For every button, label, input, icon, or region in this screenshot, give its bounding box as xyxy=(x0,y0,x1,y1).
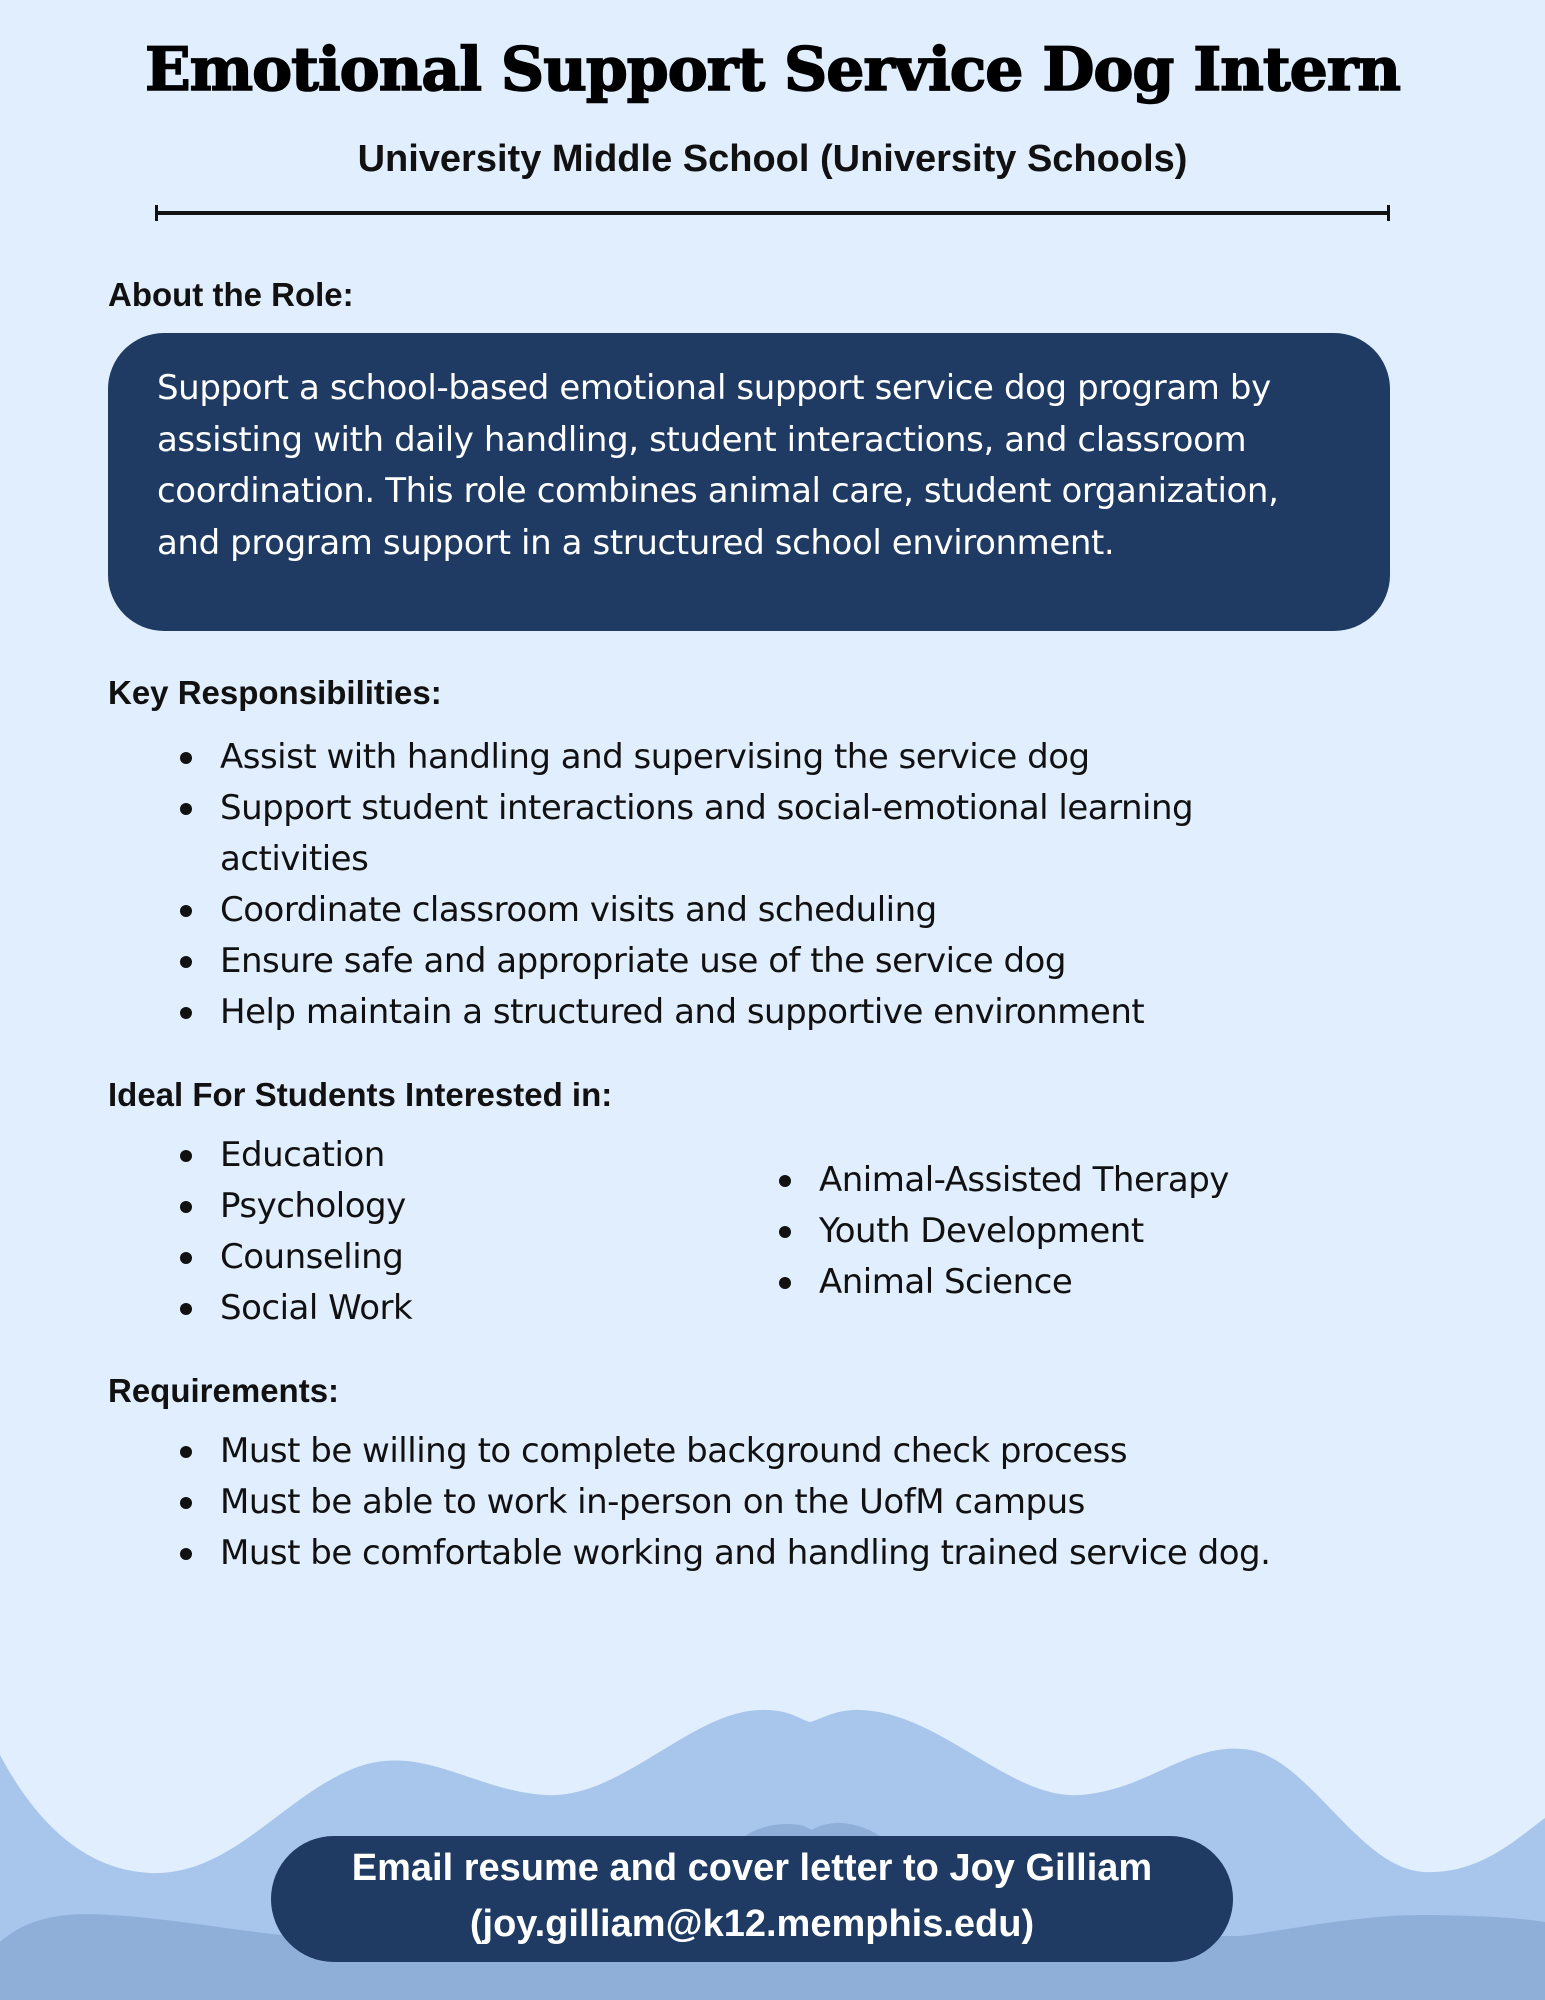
bullet-icon xyxy=(180,905,192,917)
contact-banner xyxy=(271,1836,1233,1962)
list-item: Ensure safe and appropriate use of the service dog xyxy=(108,936,1408,987)
list-item: Social Work xyxy=(108,1283,708,1334)
bullet-icon xyxy=(180,1007,192,1019)
responsibilities-list xyxy=(108,732,1408,1038)
list-item: Animal Science xyxy=(708,1257,1408,1308)
ideal-for-list-column-1 xyxy=(108,1130,708,1334)
bullet-icon xyxy=(779,1226,791,1238)
list-item: Must be willing to complete background check process xyxy=(108,1426,1438,1477)
list-item: Psychology xyxy=(108,1181,708,1232)
bullet-icon xyxy=(180,1446,192,1458)
bullet-icon xyxy=(180,1150,192,1162)
requirements-list xyxy=(108,1426,1438,1579)
bullet-icon xyxy=(779,1277,791,1289)
about-role-box xyxy=(108,333,1390,631)
responsibilities-heading: Key Responsibilities: xyxy=(108,674,442,711)
bullet-icon xyxy=(180,1548,192,1560)
about-heading: About the Role: xyxy=(108,276,354,313)
list-item: Must be able to work in-person on the UofM campus xyxy=(108,1477,1438,1528)
about-role-text: Support a school-based emotional support service dog program by assisting with daily handling, student interactions, and classroom coordination. This role combines animal care, student organization, and program support in a structured school environment. xyxy=(157,368,1279,563)
list-item: Assist with handling and supervising the service dog xyxy=(108,732,1408,783)
list-item: Help maintain a structured and supportive environment xyxy=(108,987,1408,1038)
bullet-icon xyxy=(180,1201,192,1213)
bullet-icon xyxy=(180,1497,192,1509)
ideal-for-heading: Ideal For Students Interested in: xyxy=(108,1076,613,1113)
bullet-icon xyxy=(180,752,192,764)
title-divider xyxy=(155,211,1390,215)
list-item: Must be comfortable working and handling trained service dog. xyxy=(108,1528,1438,1579)
ideal-for-list-column-2 xyxy=(708,1155,1408,1308)
divider-right-cap xyxy=(1387,205,1390,221)
list-item: Animal-Assisted Therapy xyxy=(708,1155,1408,1206)
divider-left-cap xyxy=(155,205,158,221)
list-item: Support student interactions and social-emotional learning activities xyxy=(108,783,1408,885)
list-item: Counseling xyxy=(108,1232,708,1283)
bullet-icon xyxy=(180,1252,192,1264)
list-item: Coordinate classroom visits and scheduling xyxy=(108,885,1408,936)
bullet-icon xyxy=(779,1175,791,1187)
list-item: Youth Development xyxy=(708,1206,1408,1257)
bullet-icon xyxy=(180,956,192,968)
page-subtitle: University Middle School (University Schools) xyxy=(357,138,1188,180)
bullet-icon xyxy=(180,803,192,815)
list-item: Education xyxy=(108,1130,708,1181)
bullet-icon xyxy=(180,1303,192,1315)
page-title: Emotional Support Service Dog Intern xyxy=(144,35,1401,105)
contact-instructions: Email resume and cover letter to Joy Gilliam xyxy=(351,1847,1153,1889)
contact-email-link[interactable]: (joy.gilliam@k12.memphis.edu) xyxy=(469,1903,1035,1945)
requirements-heading: Requirements: xyxy=(108,1372,340,1409)
